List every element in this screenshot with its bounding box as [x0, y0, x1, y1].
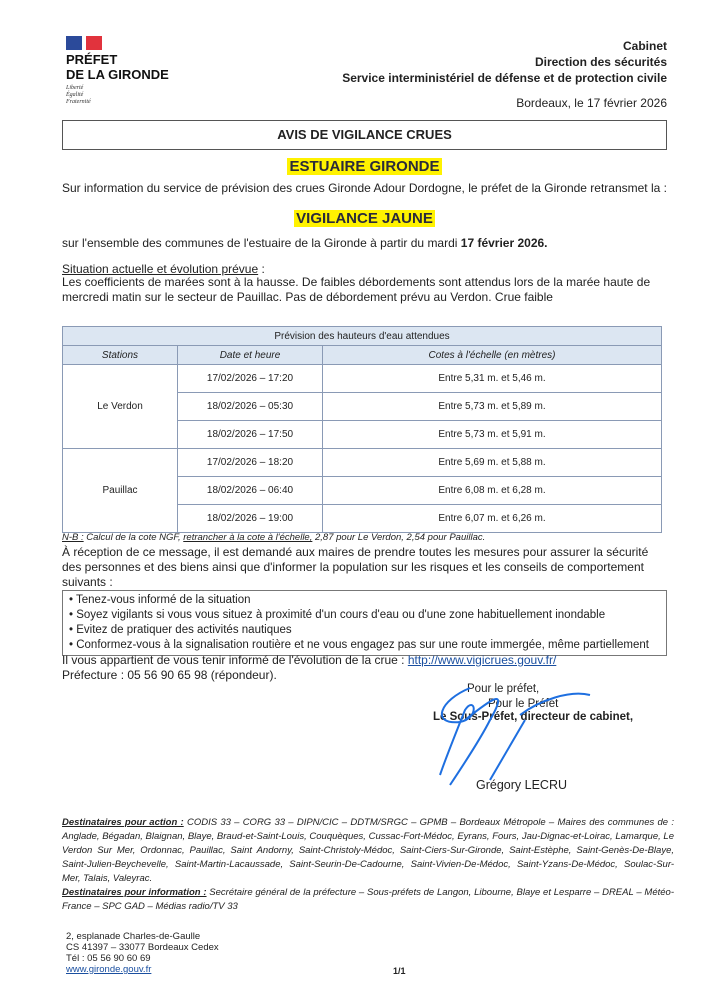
- advice-item: • Conformez-vous à la signalisation routière et ne vous engagez pas sur une route immergée, même partiellement: [69, 639, 649, 651]
- footer-address: [66, 931, 219, 975]
- column-header: Cotes à l'échelle (en mètres): [323, 346, 662, 365]
- table-row: [63, 365, 662, 393]
- document-date: Bordeaux, le 17 février 2026: [516, 96, 667, 110]
- website-link[interactable]: www.gironde.gouv.fr: [66, 964, 152, 975]
- table-title: Prévision des hauteurs d'eau attendues: [63, 327, 662, 346]
- recipients-info-list: Secrétaire général de la préfecture – Sous-préfets de Langon, Libourne, Blaye et Lesparre – DREAL – Météo-France – SPC GAD – Médias radio/TV 33: [62, 887, 674, 912]
- signatory-name: Grégory LECRU: [476, 778, 567, 792]
- signature-line: Pour le Préfet: [488, 698, 559, 710]
- scope-label: sur l'ensemble des communes de l'estuaire de la Gironde à partir du mardi: [62, 236, 461, 250]
- address-line: Tél : 05 56 90 60 69: [66, 953, 151, 964]
- table-row: [63, 449, 662, 477]
- nb-text: Calcul de la cote NGF,: [83, 532, 184, 543]
- datetime-cell: 17/02/2026 – 18:20: [178, 449, 323, 477]
- info-label: Il vous appartient de vous tenir informé de l'évolution de la crue :: [62, 653, 408, 667]
- handwritten-signature: [420, 680, 620, 790]
- datetime-cell: 18/02/2026 – 05:30: [178, 393, 323, 421]
- signature-line: Pour le préfet,: [467, 683, 540, 695]
- motto: [66, 85, 91, 106]
- recipients-action-list: CODIS 33 – CORG 33 – DIPN/CIC – DDTM/SRGC – GPMB – Bordeaux Métropole – Maires des communes de : Anglade, Bégadan, Blaignan, Blaye, Braud-et-Saint-Louis, Couquèques, Cussac-Fort-Médoc, Eyrans, Fours, Jau-Dignac-et-Loirac, Lamarque, Le Verdon Sur Mer, Ordonnac, Pauillac, Saint Andorny, Saint-Christoly-Médoc, Saint-Ciers-Sur-Gironde, Saint-Estèphe, Saint-Genès-De-Blaye, Saint-Julien-Beychevelle, Saint-Martin-Lacaussade, Saint-Seurin-De-Cadourne, Saint-Vivien-De-Médoc, Saint-Yzans-De-Médoc, Soulac-Sur-Mer, Talais, Valeyrac.: [62, 817, 674, 884]
- prefecture-logo: [66, 52, 169, 82]
- level-heading: [62, 210, 667, 227]
- recipients-info-label: Destinataires pour information :: [62, 887, 207, 898]
- datetime-cell: 17/02/2026 – 17:20: [178, 365, 323, 393]
- station-cell: Le Verdon: [63, 365, 178, 449]
- vigilance-level: VIGILANCE JAUNE: [296, 210, 433, 227]
- service-line: Service interministériel de défense et de protection civile: [342, 71, 667, 85]
- level-cell: Entre 5,31 m. et 5,46 m.: [323, 365, 662, 393]
- datetime-cell: 18/02/2026 – 19:00: [178, 505, 323, 533]
- advice-item: • Soyez vigilants si vous vous situez à proximité d'un cours d'eau ou d'une zone habituellement inondable: [69, 609, 606, 621]
- address-line: 2, esplanade Charles-de-Gaulle: [66, 931, 201, 942]
- zone-heading: [62, 158, 667, 175]
- recipients-info: [62, 886, 674, 914]
- nb-underlined: retrancher à la cote à l'échelle,: [183, 532, 313, 543]
- reception-text: À réception de ce message, il est demandé aux maires de prendre toutes les mesures pour assurer la sécurité des personnes et des biens ainsi que d'informer la population sur les risques et les conseils de comportement suivants :: [62, 545, 649, 589]
- logo-line: DE LA GIRONDE: [66, 67, 169, 82]
- level-cell: Entre 6,08 m. et 6,28 m.: [323, 477, 662, 505]
- scope-text: [62, 236, 667, 251]
- nb-note: [62, 530, 667, 545]
- column-header: Date et heure: [178, 346, 323, 365]
- station-cell: Pauillac: [63, 449, 178, 533]
- service-header: [342, 38, 667, 86]
- marianne-logo: [66, 36, 102, 50]
- level-cell: Entre 5,69 m. et 5,88 m.: [323, 449, 662, 477]
- recipients-action-label: Destinataires pour action :: [62, 817, 184, 828]
- datetime-cell: 18/02/2026 – 06:40: [178, 477, 323, 505]
- intro-text: Sur information du service de prévision des crues Gironde Adour Dordogne, le préfet de la Gironde retransmet la :: [62, 181, 667, 195]
- service-line: Direction des sécurités: [534, 55, 667, 69]
- situation-text: Les coefficients de marées sont à la hausse. De faibles débordements sont attendus lors de la marée haute de mercredi matin sur le secteur de Pauillac. Pas de débordement prévu au Verdon. Crue faible: [62, 275, 651, 304]
- info-text: [62, 653, 667, 668]
- scope-date: 17 février 2026.: [460, 236, 548, 250]
- motto-line: Fraternité: [66, 99, 91, 105]
- level-cell: Entre 5,73 m. et 5,89 m.: [323, 393, 662, 421]
- nb-label: N-B :: [62, 532, 84, 543]
- nb-text: 2,87 pour Le Verdon, 2,54 pour Pauillac.: [312, 532, 486, 543]
- advice-item: • Evitez de pratiquer des activités nautiques: [69, 624, 292, 636]
- address-line: CS 41397 – 33077 Bordeaux Cedex: [66, 942, 219, 953]
- recipients-action: [62, 816, 674, 886]
- phone-text: Préfecture : 05 56 90 65 98 (répondeur).: [62, 668, 277, 682]
- page-number: 1/1: [393, 966, 406, 976]
- document-title: AVIS DE VIGILANCE CRUES: [62, 120, 667, 150]
- motto-line: Égalité: [66, 92, 84, 98]
- signature-line: Le Sous-Préfet, directeur de cabinet,: [433, 711, 634, 723]
- service-line: Cabinet: [622, 39, 667, 53]
- advice-item: • Tenez-vous informé de la situation: [69, 594, 251, 606]
- motto-line: Liberté: [66, 85, 84, 91]
- recipients: [62, 816, 674, 914]
- logo-line: PRÉFET: [66, 52, 118, 67]
- advice-box: [62, 590, 667, 656]
- datetime-cell: 18/02/2026 – 17:50: [178, 421, 323, 449]
- situation-label: Situation actuelle et évolution prévue: [62, 262, 259, 276]
- level-cell: Entre 6,07 m. et 6,26 m.: [323, 505, 662, 533]
- column-header: Stations: [63, 346, 178, 365]
- level-cell: Entre 5,73 m. et 5,91 m.: [323, 421, 662, 449]
- zone-label: ESTUAIRE GIRONDE: [289, 158, 440, 175]
- forecast-table: [62, 326, 662, 533]
- colon: :: [258, 262, 265, 276]
- vigicrues-link[interactable]: http://www.vigicrues.gouv.fr/: [407, 653, 557, 667]
